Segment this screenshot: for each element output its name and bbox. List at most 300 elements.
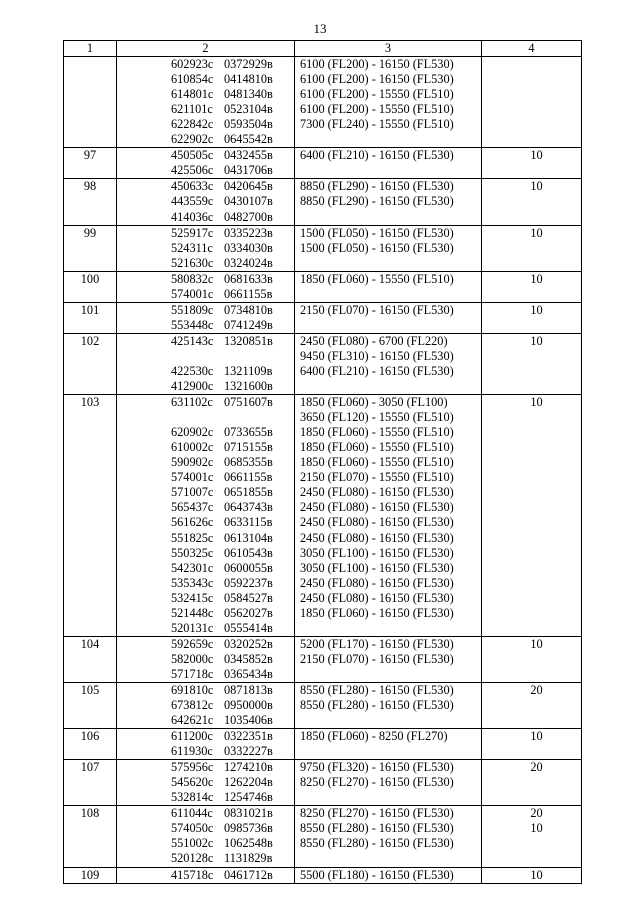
- table-row: [64, 760, 582, 806]
- coordinate-line: [171, 72, 294, 87]
- header-col-3: 3: [295, 41, 482, 57]
- latitude: 553448с: [171, 317, 214, 332]
- coordinate-line: [171, 226, 294, 241]
- col4-value: 10: [530, 636, 543, 651]
- col4-value: 10: [530, 271, 543, 286]
- altitude-range: 1850 (FL060) - 15550 (FL510): [300, 425, 454, 440]
- coordinate-line: [171, 485, 294, 500]
- levels-cell: [295, 760, 482, 806]
- longitude: 0584527в: [224, 590, 273, 605]
- longitude: 1321109в: [224, 363, 273, 378]
- longitude: 0733655в: [224, 425, 273, 440]
- latitude: 521448с: [171, 605, 214, 620]
- table-row: [64, 179, 582, 225]
- row-number: 102: [64, 333, 117, 394]
- altitude-range: 6100 (FL200) - 16150 (FL530): [300, 72, 454, 87]
- altitude-range: 8850 (FL290) - 16150 (FL530): [300, 179, 454, 194]
- latitude: 611200с: [171, 729, 213, 744]
- latitude: 414036с: [171, 209, 214, 224]
- longitude: 0555414в: [224, 620, 273, 635]
- row-number: 100: [64, 271, 117, 302]
- altitude-range: 2450 (FL080) - 16150 (FL530): [300, 485, 454, 500]
- latitude: 551809с: [171, 302, 214, 317]
- longitude: 0871813в: [224, 682, 273, 697]
- latitude: 450505с: [171, 148, 214, 163]
- coordinate-line: [171, 470, 294, 485]
- coordinates-cell: [117, 395, 295, 637]
- latitude: 542301с: [171, 560, 214, 575]
- latitude: 565437с: [171, 500, 214, 515]
- coordinate-line: [171, 179, 294, 194]
- coordinate-line: [171, 621, 294, 636]
- coordinate-line: [171, 256, 294, 271]
- header-col-1: 1: [64, 41, 117, 57]
- longitude: 0651855в: [224, 485, 273, 500]
- longitude: 0372929в: [224, 57, 273, 72]
- levels-cell: [295, 806, 482, 867]
- latitude: 621101с: [171, 102, 213, 117]
- page-number: 13: [313, 21, 327, 36]
- latitude: 550325с: [171, 545, 214, 560]
- latitude: 574050с: [171, 821, 214, 836]
- altitude-range: 8550 (FL280) - 16150 (FL530): [300, 698, 454, 713]
- row-number: 107: [64, 760, 117, 806]
- longitude: 0645542в: [224, 132, 273, 147]
- coordinate-line: [171, 806, 294, 821]
- latitude: 691810с: [171, 682, 214, 697]
- longitude: 0633115в: [224, 515, 273, 530]
- coordinates-cell: [117, 806, 295, 867]
- longitude: 0324024в: [224, 255, 273, 270]
- table-row: [64, 395, 582, 637]
- altitude-range: 6100 (FL200) - 16150 (FL530): [300, 57, 454, 72]
- col4-value: 20: [530, 806, 543, 821]
- latitude: 631102с: [171, 395, 213, 410]
- coordinate-line: [171, 546, 294, 561]
- coordinates-cell: [117, 179, 295, 225]
- table-row: [64, 867, 582, 883]
- latitude: 642621с: [171, 713, 214, 728]
- col4-cell: [482, 333, 582, 394]
- coordinates-cell: [117, 271, 295, 302]
- coordinate-line: [171, 132, 294, 147]
- longitude: 0414810в: [224, 72, 273, 87]
- col4-cell: [482, 148, 582, 179]
- altitude-range: 6100 (FL200) - 15550 (FL510): [300, 102, 454, 117]
- table-row: [64, 333, 582, 394]
- col4-value: 10: [530, 395, 543, 410]
- longitude: 1254746в: [224, 790, 273, 805]
- coordinate-line: [171, 148, 294, 163]
- coordinate-line: [171, 500, 294, 515]
- col4-cell: [482, 867, 582, 883]
- altitude-range: 6400 (FL210) - 16150 (FL530): [300, 363, 454, 378]
- levels-cell: [295, 225, 482, 271]
- coordinates-cell: [117, 57, 295, 148]
- coordinates-cell: [117, 682, 295, 728]
- latitude: 611044с: [171, 806, 213, 821]
- table-row: [64, 729, 582, 760]
- latitude: 415718с: [171, 867, 214, 882]
- latitude: 574001с: [171, 286, 214, 301]
- longitude: 0320252в: [224, 636, 273, 651]
- coordinates-cell: [117, 148, 295, 179]
- coordinate-line: [171, 102, 294, 117]
- latitude: 592659с: [171, 636, 214, 651]
- coordinate-line: [171, 744, 294, 759]
- row-number: 108: [64, 806, 117, 867]
- levels-cell: [295, 333, 482, 394]
- coordinate-line: [171, 425, 294, 440]
- latitude: 575956с: [171, 760, 214, 775]
- row-number: 97: [64, 148, 117, 179]
- coordinate-line: [171, 303, 294, 318]
- latitude: 545620с: [171, 775, 214, 790]
- altitude-range: 1850 (FL060) - 8250 (FL270): [300, 729, 448, 744]
- altitude-range: 3650 (FL120) - 15550 (FL510): [300, 410, 454, 425]
- longitude: 0715155в: [224, 440, 273, 455]
- altitude-range: [300, 621, 481, 636]
- latitude: 551825с: [171, 530, 214, 545]
- altitude-range: [300, 287, 481, 302]
- coordinate-line: [171, 163, 294, 178]
- longitude: 0661155в: [224, 470, 273, 485]
- coordinate-line: [171, 349, 294, 364]
- longitude: 0831021в: [224, 806, 273, 821]
- coordinates-cell: [117, 729, 295, 760]
- col4-value: 10: [530, 225, 543, 240]
- longitude: 0562027в: [224, 605, 273, 620]
- latitude: 450633с: [171, 179, 214, 194]
- row-number: 101: [64, 302, 117, 333]
- latitude: 524311с: [171, 240, 213, 255]
- longitude: 0741249в: [224, 317, 273, 332]
- col4-cell: [482, 271, 582, 302]
- levels-cell: [295, 271, 482, 302]
- longitude: 0461712в: [224, 867, 273, 882]
- latitude: 525917с: [171, 225, 214, 240]
- coordinates-cell: [117, 867, 295, 883]
- coordinate-line: [171, 561, 294, 576]
- coordinate-line: [171, 576, 294, 591]
- row-number: 106: [64, 729, 117, 760]
- altitude-range: 9750 (FL320) - 16150 (FL530): [300, 760, 454, 775]
- altitude-range: 2450 (FL080) - 6700 (FL220): [300, 333, 448, 348]
- longitude: 1274210в: [224, 760, 273, 775]
- longitude: 1035406в: [224, 713, 273, 728]
- altitude-range: [300, 851, 481, 866]
- coordinate-line: [171, 272, 294, 287]
- latitude: 521630с: [171, 255, 214, 270]
- levels-cell: [295, 179, 482, 225]
- row-number: 99: [64, 225, 117, 271]
- levels-cell: [295, 57, 482, 148]
- latitude: 610854с: [171, 72, 214, 87]
- coordinate-line: [171, 591, 294, 606]
- longitude: 0365434в: [224, 666, 273, 681]
- longitude: 0481340в: [224, 87, 273, 102]
- coordinates-cell: [117, 636, 295, 682]
- longitude: 0430107в: [224, 194, 273, 209]
- latitude: 443559с: [171, 194, 214, 209]
- col4-cell: [482, 57, 582, 148]
- coordinate-line: [171, 410, 294, 425]
- altitude-range: 6100 (FL200) - 15550 (FL510): [300, 87, 454, 102]
- latitude: 590902с: [171, 455, 214, 470]
- row-number: 104: [64, 636, 117, 682]
- latitude: 610002с: [171, 440, 214, 455]
- altitude-range: 1850 (FL060) - 3050 (FL100): [300, 395, 448, 410]
- longitude: 0345852в: [224, 651, 273, 666]
- table-row: [64, 148, 582, 179]
- table-row: [64, 302, 582, 333]
- latitude: 571718с: [171, 666, 214, 681]
- latitude: 561626с: [171, 515, 214, 530]
- longitude: 0600055в: [224, 560, 273, 575]
- longitude: 0985736в: [224, 821, 273, 836]
- longitude: 1320851в: [224, 333, 273, 348]
- latitude: 532415с: [171, 590, 214, 605]
- airspace-table: [63, 40, 582, 884]
- longitude: 0685355в: [224, 455, 273, 470]
- longitude: 1131829в: [224, 851, 273, 866]
- col4-cell: [482, 729, 582, 760]
- latitude: 574001с: [171, 470, 214, 485]
- latitude: 425506с: [171, 163, 214, 178]
- altitude-range: 5500 (FL180) - 16150 (FL530): [300, 867, 454, 882]
- coordinate-line: [171, 606, 294, 621]
- coordinate-line: [171, 287, 294, 302]
- altitude-range: 2450 (FL080) - 16150 (FL530): [300, 530, 454, 545]
- latitude: 620902с: [171, 425, 214, 440]
- table-row: [64, 57, 582, 148]
- longitude: 0751607в: [224, 395, 273, 410]
- coordinate-line: [171, 318, 294, 333]
- longitude: 0592237в: [224, 575, 273, 590]
- row-number: 98: [64, 179, 117, 225]
- longitude: 0482700в: [224, 209, 273, 224]
- coordinate-line: [171, 210, 294, 225]
- altitude-range: 7300 (FL240) - 15550 (FL510): [300, 117, 454, 132]
- latitude: 622902с: [171, 132, 214, 147]
- latitude: 422530с: [171, 363, 214, 378]
- latitude: 602923с: [171, 57, 214, 72]
- altitude-range: 1500 (FL050) - 16150 (FL530): [300, 225, 454, 240]
- col4-value: 10: [530, 333, 543, 348]
- levels-cell: [295, 302, 482, 333]
- latitude: 611930с: [171, 744, 213, 759]
- altitude-range: 5200 (FL170) - 16150 (FL530): [300, 636, 454, 651]
- coordinate-line: [171, 868, 294, 883]
- altitude-range: 6400 (FL210) - 16150 (FL530): [300, 148, 454, 163]
- header-col-2: 2: [117, 41, 295, 57]
- latitude: 425143с: [171, 333, 214, 348]
- coordinate-line: [171, 683, 294, 698]
- row-number: 105: [64, 682, 117, 728]
- col4-value: 10: [530, 867, 543, 882]
- coordinate-line: [171, 713, 294, 728]
- altitude-range: 2150 (FL070) - 16150 (FL530): [300, 651, 454, 666]
- altitude-range: 9450 (FL310) - 16150 (FL530): [300, 348, 454, 363]
- coordinate-line: [171, 87, 294, 102]
- header-col-4: 4: [482, 41, 582, 57]
- altitude-range: 8550 (FL280) - 16150 (FL530): [300, 821, 454, 836]
- altitude-range: 2450 (FL080) - 16150 (FL530): [300, 500, 454, 515]
- header-row: [64, 41, 582, 57]
- coordinate-line: [171, 455, 294, 470]
- table-row: [64, 806, 582, 867]
- longitude: 0322351в: [224, 729, 273, 744]
- coordinate-line: [171, 241, 294, 256]
- coordinate-line: [171, 395, 294, 410]
- table-body: [64, 41, 582, 884]
- longitude: 0610543в: [224, 545, 273, 560]
- coordinate-line: [171, 57, 294, 72]
- coordinate-line: [171, 379, 294, 394]
- col4-value: 20: [530, 682, 543, 697]
- col4-value: 10: [530, 729, 543, 744]
- latitude: 582000с: [171, 651, 214, 666]
- altitude-range: [300, 379, 481, 394]
- row-number: [64, 57, 117, 148]
- altitude-range: [300, 163, 481, 178]
- coordinate-line: [171, 836, 294, 851]
- longitude: 0432455в: [224, 148, 273, 163]
- longitude: 0613104в: [224, 530, 273, 545]
- coordinate-line: [171, 364, 294, 379]
- longitude: 0950000в: [224, 698, 273, 713]
- coordinate-line: [171, 515, 294, 530]
- altitude-range: 1850 (FL060) - 15550 (FL510): [300, 271, 454, 286]
- col4-cell: [482, 225, 582, 271]
- altitude-range: [300, 713, 481, 728]
- coordinate-line: [171, 334, 294, 349]
- coordinate-line: [171, 775, 294, 790]
- col4-cell: [482, 636, 582, 682]
- coordinate-line: [171, 531, 294, 546]
- longitude: 0593504в: [224, 117, 273, 132]
- latitude: 532814с: [171, 790, 214, 805]
- latitude: 520128с: [171, 851, 214, 866]
- col4-value: 10: [530, 148, 543, 163]
- col4-cell: [482, 760, 582, 806]
- col4-cell: [482, 395, 582, 637]
- latitude: 551002с: [171, 836, 214, 851]
- coordinate-line: [171, 117, 294, 132]
- altitude-range: [300, 790, 481, 805]
- altitude-range: 2450 (FL080) - 16150 (FL530): [300, 590, 454, 605]
- col4-cell: [482, 179, 582, 225]
- longitude: 0523104в: [224, 102, 273, 117]
- altitude-range: 8550 (FL280) - 16150 (FL530): [300, 836, 454, 851]
- latitude: 580832с: [171, 271, 214, 286]
- altitude-range: 1850 (FL060) - 16150 (FL530): [300, 605, 454, 620]
- table-row: [64, 682, 582, 728]
- latitude: 571007с: [171, 485, 214, 500]
- altitude-range: 8850 (FL290) - 16150 (FL530): [300, 194, 454, 209]
- coordinate-line: [171, 760, 294, 775]
- latitude: 412900с: [171, 379, 214, 394]
- col4-value: 20: [530, 760, 543, 775]
- table-row: [64, 225, 582, 271]
- longitude: 0681633в: [224, 271, 273, 286]
- altitude-range: 1850 (FL060) - 15550 (FL510): [300, 455, 454, 470]
- coordinate-line: [171, 440, 294, 455]
- coordinates-cell: [117, 302, 295, 333]
- longitude: 0335223в: [224, 225, 273, 240]
- altitude-range: 1500 (FL050) - 16150 (FL530): [300, 240, 454, 255]
- altitude-range: [300, 132, 481, 147]
- col4-value: 10: [530, 821, 543, 836]
- coordinates-cell: [117, 760, 295, 806]
- longitude: 1262204в: [224, 775, 273, 790]
- coordinate-line: [171, 667, 294, 682]
- table-row: [64, 271, 582, 302]
- table-row: [64, 636, 582, 682]
- latitude: 520131с: [171, 620, 214, 635]
- latitude: 535343с: [171, 575, 214, 590]
- latitude: 673812с: [171, 698, 214, 713]
- coordinate-line: [171, 790, 294, 805]
- altitude-range: 3050 (FL100) - 16150 (FL530): [300, 545, 454, 560]
- col4-cell: [482, 682, 582, 728]
- altitude-range: 1850 (FL060) - 15550 (FL510): [300, 440, 454, 455]
- col4-cell: [482, 806, 582, 867]
- latitude: 614801с: [171, 87, 214, 102]
- col4-cell: [482, 302, 582, 333]
- longitude: 0334030в: [224, 240, 273, 255]
- altitude-range: [300, 256, 481, 271]
- altitude-range: 3050 (FL100) - 16150 (FL530): [300, 560, 454, 575]
- levels-cell: [295, 729, 482, 760]
- latitude: 622842с: [171, 117, 214, 132]
- coordinate-line: [171, 851, 294, 866]
- coordinate-line: [171, 194, 294, 209]
- levels-cell: [295, 395, 482, 637]
- levels-cell: [295, 148, 482, 179]
- altitude-range: 2450 (FL080) - 16150 (FL530): [300, 575, 454, 590]
- altitude-range: 8250 (FL270) - 16150 (FL530): [300, 775, 454, 790]
- col4-value: 10: [530, 179, 543, 194]
- longitude: 1321600в: [224, 379, 273, 394]
- coordinate-line: [171, 637, 294, 652]
- col4-value: 10: [530, 302, 543, 317]
- row-number: 109: [64, 867, 117, 883]
- longitude: 0431706в: [224, 163, 273, 178]
- longitude: 0420645в: [224, 179, 273, 194]
- longitude: 1062548в: [224, 836, 273, 851]
- coordinate-line: [171, 729, 294, 744]
- coordinates-cell: [117, 333, 295, 394]
- altitude-range: 2450 (FL080) - 16150 (FL530): [300, 515, 454, 530]
- altitude-range: 8550 (FL280) - 16150 (FL530): [300, 682, 454, 697]
- longitude: 0643743в: [224, 500, 273, 515]
- longitude: 0734810в: [224, 302, 273, 317]
- levels-cell: [295, 682, 482, 728]
- altitude-range: 8250 (FL270) - 16150 (FL530): [300, 806, 454, 821]
- altitude-range: [300, 318, 481, 333]
- longitude: 0661155в: [224, 286, 273, 301]
- longitude: 0332227в: [224, 744, 273, 759]
- altitude-range: 2150 (FL070) - 15550 (FL510): [300, 470, 454, 485]
- altitude-range: 2150 (FL070) - 16150 (FL530): [300, 302, 454, 317]
- row-number: 103: [64, 395, 117, 637]
- levels-cell: [295, 867, 482, 883]
- levels-cell: [295, 636, 482, 682]
- altitude-range: [300, 210, 481, 225]
- coordinates-cell: [117, 225, 295, 271]
- altitude-range: [300, 744, 481, 759]
